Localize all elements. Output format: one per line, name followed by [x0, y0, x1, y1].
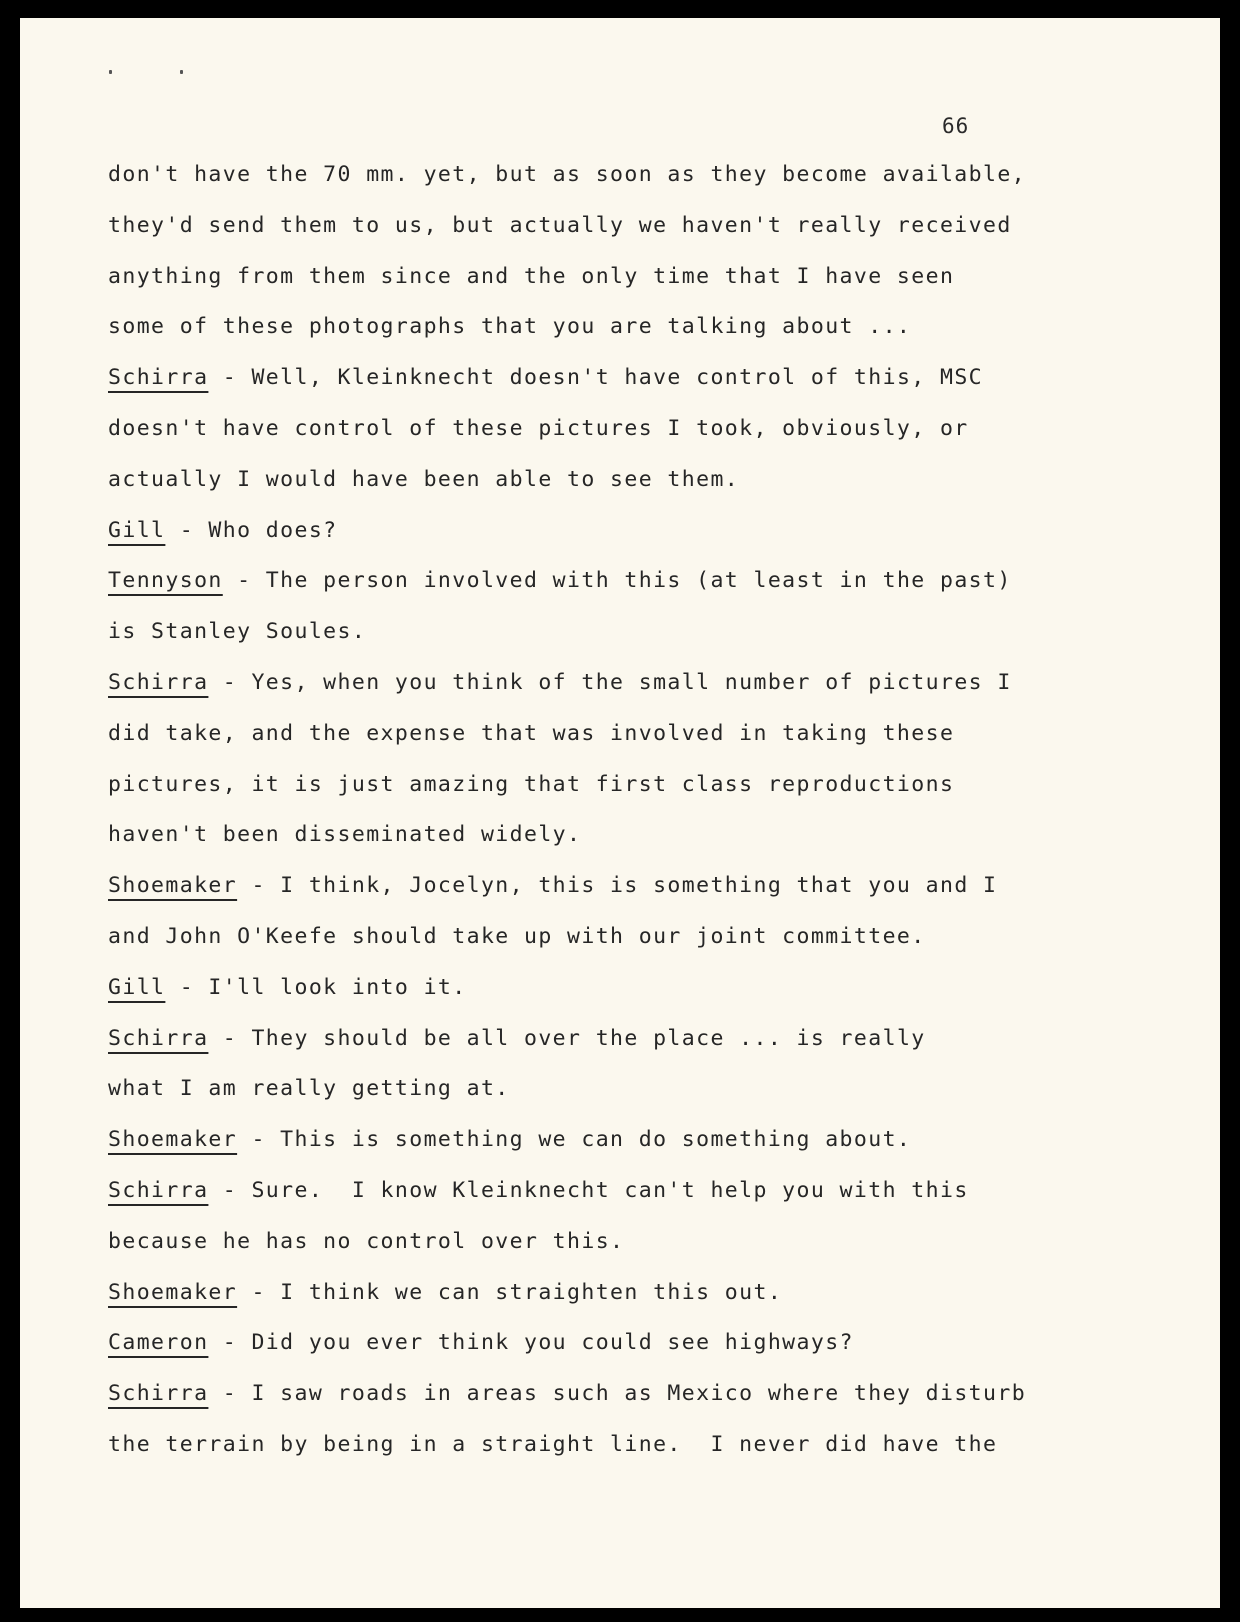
- paper-sheet: [20, 18, 1220, 1608]
- transcript-line: [108, 973, 467, 1003]
- line-text: because he has no control over this.: [108, 1229, 625, 1254]
- line-text: - Yes, when you think of the small number of pictures I: [208, 670, 1012, 695]
- transcript-line: [108, 566, 1012, 596]
- transcript-line: [108, 516, 338, 546]
- transcript-line: [108, 668, 1012, 698]
- transcript-line: [108, 1125, 911, 1155]
- transcript-line: [108, 465, 739, 495]
- speaker-name: Shoemaker: [108, 873, 238, 898]
- speaker-name: Gill: [108, 975, 166, 1000]
- speaker-name: Schirra: [108, 365, 209, 390]
- speaker-name: Schirra: [108, 670, 209, 695]
- speaker-name: Tennyson: [108, 568, 223, 593]
- speaker-name: Schirra: [108, 1026, 209, 1051]
- line-text: is Stanley Soules.: [108, 619, 367, 644]
- line-text: - Did you ever think you could see highways?: [208, 1330, 854, 1355]
- transcript-line: [108, 160, 1026, 190]
- line-text: - Well, Kleinknecht doesn't have control of this, MSC: [208, 365, 984, 390]
- line-text: - I saw roads in areas such as Mexico where they disturb: [208, 1381, 1027, 1406]
- transcript-line: [108, 1227, 624, 1257]
- line-text: anything from them since and the only time that I have seen: [108, 264, 955, 289]
- scan-speck: [109, 70, 112, 74]
- transcript-line: [108, 820, 581, 850]
- speaker-name: Schirra: [108, 1381, 209, 1406]
- line-text: haven't been disseminated widely.: [108, 822, 582, 847]
- speaker-name: Shoemaker: [108, 1127, 238, 1152]
- line-text: pictures, it is just amazing that first class reproductions: [108, 772, 955, 797]
- line-text: what I am really getting at.: [108, 1076, 510, 1101]
- line-text: actually I would have been able to see them.: [108, 467, 740, 492]
- scan-speck: [180, 70, 183, 74]
- speaker-name: Cameron: [108, 1330, 209, 1355]
- transcript-line: [108, 1379, 1026, 1409]
- transcript-line: [108, 414, 969, 444]
- line-text: doesn't have control of these pictures I took, obviously, or: [108, 416, 969, 441]
- line-text: - I think, Jocelyn, this is something that you and I: [237, 873, 998, 898]
- transcript-line: [108, 617, 366, 647]
- transcript-line: [108, 1176, 969, 1206]
- speaker-name: Shoemaker: [108, 1280, 238, 1305]
- transcript-line: [108, 1024, 926, 1054]
- line-text: they'd send them to us, but actually we haven't really received: [108, 213, 1012, 238]
- transcript-line: [108, 312, 911, 342]
- line-text: the terrain by being in a straight line. I never did have the: [108, 1432, 998, 1457]
- line-text: don't have the 70 mm. yet, but as soon as they become available,: [108, 162, 1027, 187]
- line-text: - They should be all over the place ... is really: [208, 1026, 926, 1051]
- speaker-name: Schirra: [108, 1178, 209, 1203]
- speaker-name: Gill: [108, 518, 166, 543]
- line-text: - Sure. I know Kleinknecht can't help you with this: [208, 1178, 969, 1203]
- line-text: - I'll look into it.: [165, 975, 467, 1000]
- line-text: did take, and the expense that was involved in taking these: [108, 721, 955, 746]
- transcript-line: [108, 363, 983, 393]
- transcript-line: [108, 1328, 854, 1358]
- line-text: - Who does?: [165, 518, 338, 543]
- transcript-line: [108, 1074, 510, 1104]
- transcript-line: [108, 922, 926, 952]
- line-text: and John O'Keefe should take up with our joint committee.: [108, 924, 926, 949]
- line-text: some of these photographs that you are talking about ...: [108, 314, 912, 339]
- line-text: - The person involved with this (at least in the past): [222, 568, 1012, 593]
- transcript-line: [108, 211, 1012, 241]
- transcript-line: [108, 1278, 782, 1308]
- transcript-line: [108, 262, 954, 292]
- transcript-line: [108, 871, 997, 901]
- transcript-line: [108, 1430, 997, 1460]
- transcript-line: [108, 770, 954, 800]
- line-text: - I think we can straighten this out.: [237, 1280, 783, 1305]
- transcript-line: [108, 719, 954, 749]
- page-number: 66: [942, 114, 970, 138]
- line-text: - This is something we can do something about.: [237, 1127, 912, 1152]
